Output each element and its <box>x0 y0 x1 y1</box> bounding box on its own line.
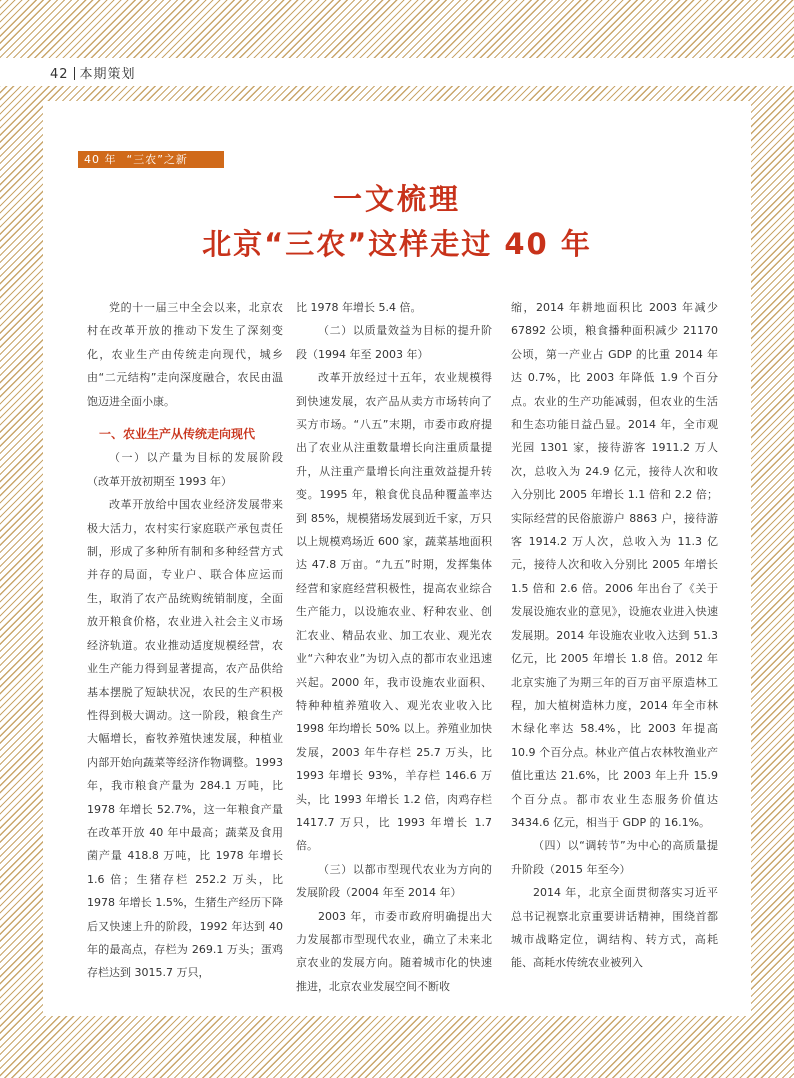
page-header <box>50 63 136 82</box>
tag-years: 40 年 <box>84 153 117 166</box>
body-paragraph: 缩，2014 年耕地面积比 2003 年减少 67892 公顷，粮食播种面积减少 21170 公顷，第一产业占 GDP 的比重 2014 年达 0.7%，比 2003 年降低 1.9 个百分点。农业的生产功能减弱，但农业的生活和生态功能日益凸显。2014 年，全市观光园 1301 家，接待游客 1911.2 万人次，总收入为 24.9 亿元，接待人次和收入分别比 2005 年增长 1.1 倍和 2.2 倍；实际经营的民俗旅游户 8863 户，接待游客 1914.2 万人次，总收入为 11.3 亿元，接待人次和收入分别比 2005 年增长 1.5 倍和 2.6 倍。2006 年出台了《关于发展设施农业的意见》，设施农业进入快速发展期。2014 年设施农业收入达到 51.3 亿元，比 2005 年增长 1.8 倍。2012 年北京实施了为期三年的百万亩平原造林工程，加大植树造林力度，2014 年全市林木绿化率达 58.4%，比 2003 年提高 10.9 个百分点。林业产值占农林牧渔业产值比重达 21.6%，比 2003 年上升 15.9 个百分点。都市农业生态服务价值达 3434.6 亿元，相当于 GDP 的 16.1%。 <box>511 301 718 829</box>
headline-line-1: 一文梳理 <box>332 182 461 216</box>
body-paragraph: （一）以产量为目标的发展阶段（改革开放初期至 1993 年） <box>87 451 283 488</box>
body-paragraph: （二）以质量效益为目标的提升阶段（1994 年至 2003 年） <box>296 324 492 361</box>
section-label: 本期策划 <box>79 67 136 82</box>
section-heading: 一、农业生产从传统走向现代 <box>99 427 256 442</box>
column-tag <box>78 151 224 168</box>
tag-topic: “三农”之新 <box>126 153 188 166</box>
text-column-3 <box>511 296 718 986</box>
page-number: 42 <box>50 67 69 82</box>
header-divider <box>74 67 75 80</box>
headline-line-2: 北京“三农”这样走过 40 年 <box>202 227 592 261</box>
body-paragraph: 改革开放经过十五年，农业规模得到快速发展，农产品从卖方市场转向了买方市场。“八五”末期，市委市政府提出了农业从注重数量增长向注重质量提升，从注重产量增长向注重效益提升转变。1995 年，粮食优良品种覆盖率达到 85%，规模猪场发展到近千家，万只以上规模鸡场近 600 家，蔬菜基地面积达 47.8 万亩。“九五”时期，发挥集体经营和家庭经营积极性，提高农业综合生产能力，以设施农业、籽种农业、创汇农业、精品农业、加工农业、观光农业“六种农业”为切入点的都市农业迅速兴起。2000 年，我市设施农业面积、特种种植养殖收入、观光农业收入比 1998 年均增长 50% 以上。养殖业加快发展，2003 年牛存栏 25.7 万头，比 1993 年增长 93%，羊存栏 146.6 万头，比 1993 年增长 1.2 倍，肉鸡存栏 1417.7 万只，比 1993 年增长 1.7 倍。 <box>296 371 492 853</box>
text-column-2 <box>296 296 492 993</box>
body-paragraph: 比 1978 年增长 5.4 倍。 <box>296 301 422 314</box>
body-paragraph: 改革开放给中国农业经济发展带来极大活力，农村实行家庭联产承包责任制，形成了多种所有制和多种经营方式并存的局面，专业户、联合体应运而生，取消了农产品统购统销制度，全面放开粮食价格，农业进入社会主义市场经济轨道。农业推动适度规模经营，农业生产能力得到显著提高，农产品供给基本摆脱了短缺状况，农民的生产积极性得到极大调动。这一阶段，粮食生产大幅增长，畜牧养殖快速发展，种植业内部开始向蔬菜等经济作物调整。1993 年，我市粮食产量为 284.1 万吨，比 1978 年增长 52.7%，这一年粮食产量在改革开放 40 年中最高；蔬菜及食用菌产量 418.8 万吨，比 1978 年增长 1.6 倍；生猪存栏 252.2 万头，比 1978 年增长 1.5%，生猪生产经历下降后又快速上升的阶段，1992 年达到 40 年的最高点，存栏为 269.1 万头；蛋鸡存栏达到 3015.7 万只， <box>87 498 283 980</box>
text-column-1 <box>87 296 283 986</box>
body-paragraph: （三）以都市型现代农业为方向的发展阶段（2004 年至 2014 年） <box>296 862 492 900</box>
body-paragraph: 2003 年，市委市政府明确提出大力发展都市型现代农业，确立了未来北京农业的发展方向。随着城市化的快速推进，北京农业发展空间不断收 <box>296 909 492 993</box>
body-paragraph: 党的十一届三中全会以来，北京农村在改革开放的推动下发生了深刻变化，农业生产由传统走向现代，城乡由“二元结构”走向深度融合，农民由温饱迈进全面小康。 <box>87 301 283 408</box>
body-paragraph: （四）以“调转节”为中心的高质量提升阶段（2015 年至今） <box>511 839 718 876</box>
body-paragraph: 2014 年，北京全面贯彻落实习近平总书记视察北京重要讲话精神，围绕首都城市战略定位，调结构、转方式，高耗能、高耗水传统农业被列入 <box>511 886 718 970</box>
